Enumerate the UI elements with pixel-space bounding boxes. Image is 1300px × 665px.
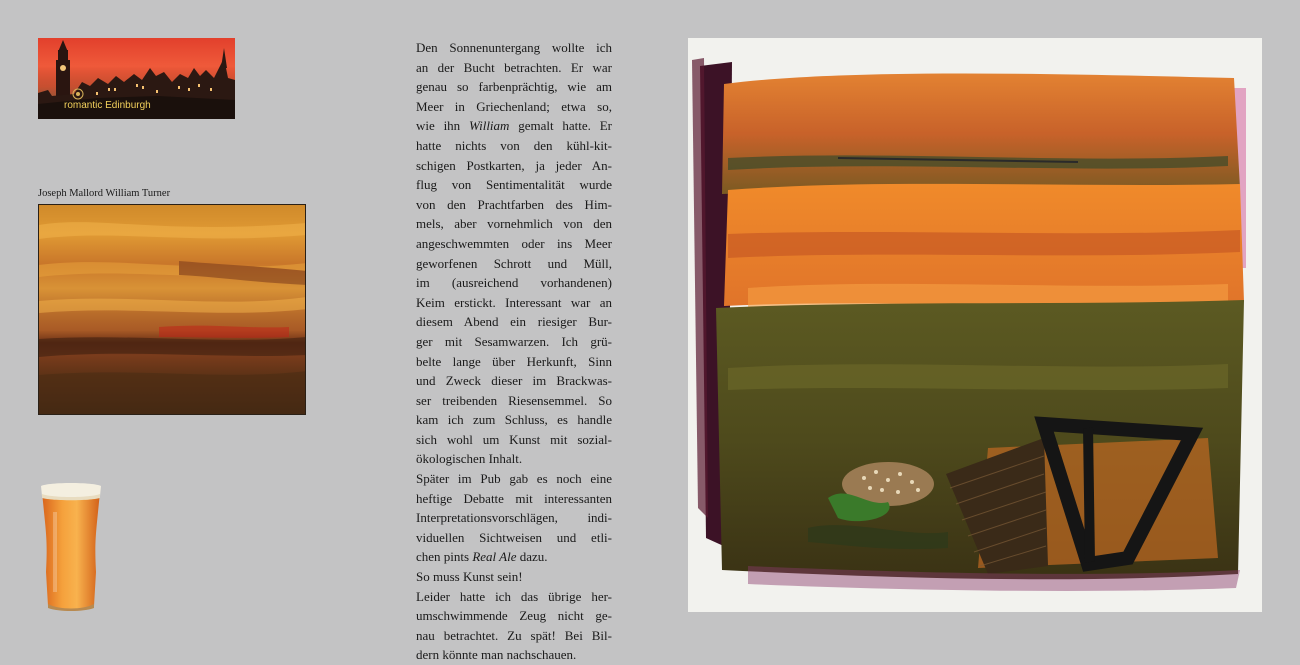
text-line: von den Prachtfarben des Him-: [416, 196, 612, 212]
text-line: nau betrachtet. Zu spät! Bei Bil-: [416, 627, 612, 643]
text-line: schigen Postkarten, ja jeder An-: [416, 157, 612, 173]
text-line: viduellen Sichtweisen und etli-: [416, 529, 612, 545]
text-line: dern könnte man nachschauen.: [416, 647, 577, 663]
text-line: ger mit Sesamwarzen. Ich grü-: [416, 333, 612, 349]
text-line: umschwimmende Zeug nicht ge-: [416, 608, 612, 624]
text-line: angeschwemmten oder ins Meer: [416, 235, 612, 251]
abstract-artwork: [688, 38, 1262, 612]
text-line: Meer in Griechenland; etwa so,: [416, 98, 612, 114]
edinburgh-banner: [38, 38, 235, 119]
text-line: Später im Pub gab es noch eine: [416, 471, 612, 487]
pint-of-beer-icon: [39, 482, 103, 612]
text-line: und Zweck dieser im Brackwas-: [416, 373, 612, 389]
text-line: hatte nichts von den kühl-kit-: [416, 137, 612, 153]
text-line: belte lange über Herkunft, Sinn: [416, 353, 612, 369]
text-line: Leider hatte ich das übrige her-: [416, 588, 612, 604]
text-line: ser treibenden Riesensemmel. So: [416, 392, 612, 408]
story-text: [416, 38, 612, 665]
painting-caption: Joseph Mallord William Turner: [38, 188, 171, 199]
text-line: geworfenen Schrott und Müll,: [416, 255, 612, 271]
text-line: sich wohl um Kunst mit sozial-: [416, 431, 612, 447]
text-line: chen pints Real Ale dazu.: [416, 549, 548, 565]
text-line: diesem Abend ein riesiger Bur-: [416, 314, 612, 330]
text-line: ökologischen Inhalt.: [416, 451, 523, 467]
text-line: Interpretationsvorschlägen, indi-: [416, 510, 612, 526]
text-line: an der Bucht betrachten. Er war: [416, 59, 612, 75]
text-line: mels, aber vornehmlich von den: [416, 216, 612, 232]
text-line: So muss Kunst sein!: [416, 569, 523, 585]
text-line: heftige Debatte mit interessanten: [416, 490, 612, 506]
text-line: flug von Sentimentalität wurde: [416, 177, 612, 193]
text-line: genau so farbenprächtig, wie am: [416, 79, 612, 95]
text-line: Den Sonnenuntergang wollte ich: [416, 40, 612, 55]
text-line: kam ich zum Schluss, es handle: [416, 412, 612, 428]
text-line: wie ihn William gemalt hatte. Er: [416, 118, 612, 134]
banner-label: romantic Edinburgh: [64, 100, 151, 111]
abstract-painting-icon: [688, 38, 1262, 612]
text-line: Keim erstickt. Interessant war an: [416, 294, 612, 310]
text-line: im (ausreichend vorhandenen): [416, 275, 612, 291]
sunset-painting-icon: [39, 205, 306, 415]
turner-sunset-painting: [38, 204, 306, 415]
